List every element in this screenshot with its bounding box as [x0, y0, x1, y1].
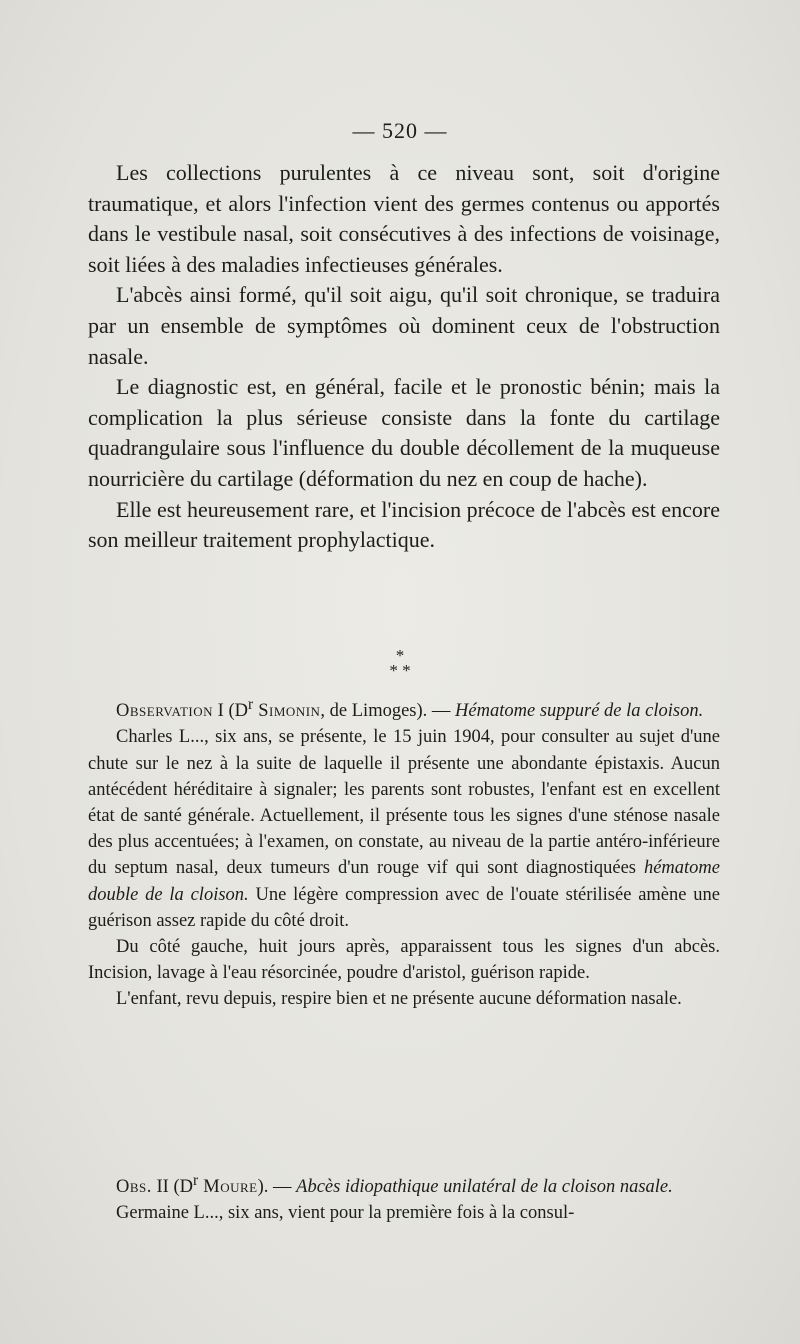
observation-2-heading — [88, 1168, 720, 1200]
observation-1-author: Simonin — [253, 701, 321, 722]
observation-1-paragraph-3: L'enfant, revu depuis, respire bien et ne présente aucune déformation nasale. — [116, 989, 682, 1010]
observation-1-heading — [88, 692, 720, 724]
observation-1-place: , de Limoges). — — [320, 701, 456, 722]
intro-paragraph-1: Les collections purulentes à ce niveau sont, soit d'origine traumatique, et alors l'infection vient des germes contenus ou apportés dans le vestibule nasal, soit consécutives à des infections de voisinage, soit liées à des maladies infectieuses générales. — [88, 160, 720, 277]
observation-2-title: Abcès idiopathique unilatéral de la cloison nasale. — [296, 1177, 673, 1198]
observation-2-paragraph-1: Germaine L..., six ans, vient pour la première fois à la consul- — [116, 1203, 575, 1224]
observation-2-number: II (D — [151, 1177, 193, 1198]
observation-1-title: Hématome suppuré de la cloison. — [455, 701, 704, 722]
intro-paragraph-4: Elle est heureusement rare, et l'incision précoce de l'abcès est encore son meilleur traitement prophylactique. — [88, 496, 720, 553]
observation-1-paragraph-1-text-b: Une légère compression avec de l'ouate stérilisée amène une guérison assez rapide du côté droit. — [88, 884, 720, 931]
observation-2-label: Obs. — [116, 1177, 152, 1198]
observation-1-paragraph-1-emphasis: hématome double de la cloison. — [88, 858, 720, 905]
page-number: — 520 — — [352, 118, 448, 143]
observation-2-doctor-sup: r — [192, 1172, 199, 1189]
separator-top-asterisk: * — [395, 646, 405, 665]
observation-1 — [88, 692, 720, 1013]
observation-1-label: Observation — [116, 701, 214, 722]
observation-1-doctor-sup: r — [247, 696, 254, 713]
intro-paragraph-2: L'abcès ainsi formé, qu'il soit aigu, qu'il soit chronique, se traduira par un ensemble de symptômes où dominent ceux de l'obstruction nasale. — [88, 282, 720, 369]
intro-paragraph-3: Le diagnostic est, en général, facile et le pronostic bénin; mais la complication la plus sérieuse consiste dans la fonte du cartilage quadrangulaire sous l'influence du double décollement de la muqueuse nourricière du cartilage (déformation du nez en coup de hache). — [88, 374, 720, 491]
observation-1-number: I (D — [213, 701, 248, 722]
intro-text — [88, 158, 720, 556]
separator-bottom-asterisks: * * — [389, 661, 411, 680]
observation-1-paragraph-1-text-a: Charles L..., six ans, se présente, le 15 juin 1904, pour consulter au sujet d'une chute sur le nez à la suite de laquelle il présente une abondante épistaxis. Aucun antécédent héréditaire à signaler; les parents sont robustes, l'enfant est en excellent état de santé générale. Actuellement, il présente tous les signes d'une sténose nasale des plus accentuées; à l'examen, on constate, au niveau de la partie antéro-inférieure du septum nasal, deux tumeurs d'un rouge vif qui sont diagnostiquées — [88, 727, 720, 879]
observation-2 — [88, 1168, 720, 1227]
observation-2-separator: ). — — [257, 1177, 297, 1198]
observation-1-paragraph-2: Du côté gauche, huit jours après, apparaissent tous les signes d'un abcès. Incision, lavage à l'eau résorcinée, poudre d'aristol, guérison rapide. — [88, 936, 720, 984]
observation-1-paragraph-1 — [88, 724, 720, 934]
observation-2-author: Moure — [198, 1177, 258, 1198]
section-separator — [0, 648, 800, 678]
